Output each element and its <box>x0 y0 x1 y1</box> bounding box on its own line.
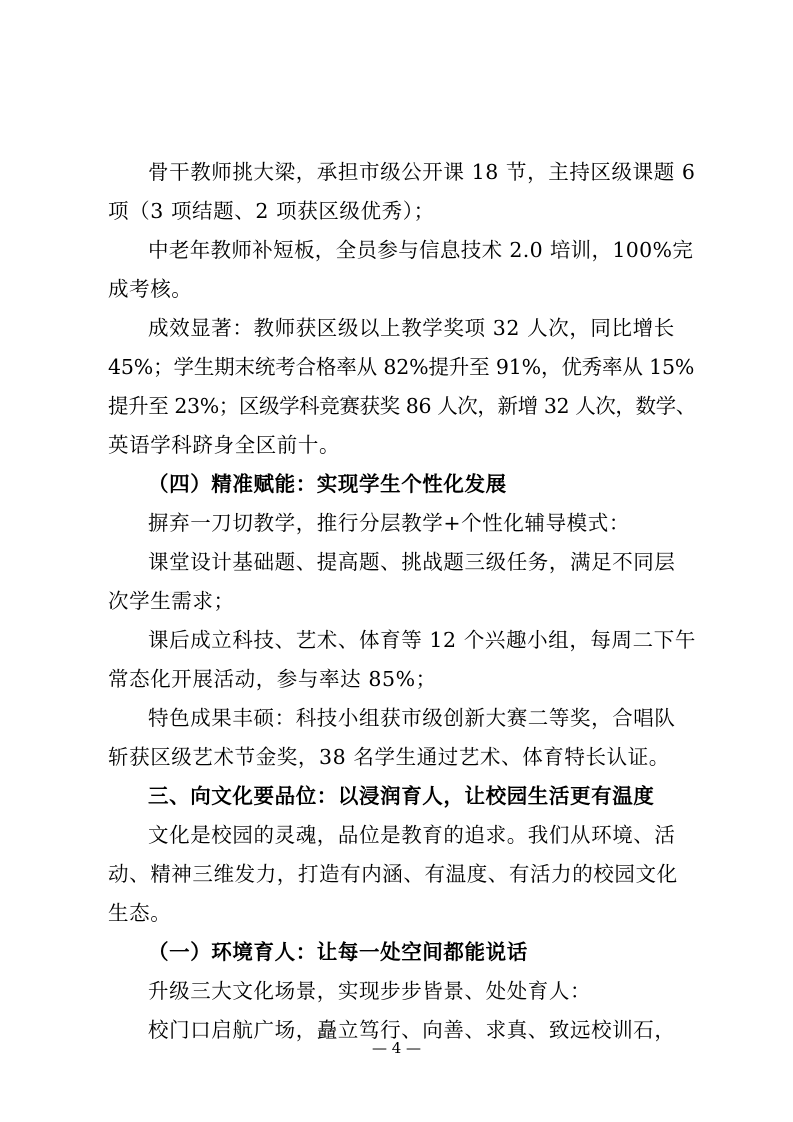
body-line-15: 特色成果丰硕：科技小组获市级创新大赛二等奖，合唱队 <box>148 706 676 730</box>
body-line-10: 摒弃一刀切教学，推行分层教学+个性化辅导模式： <box>148 511 630 535</box>
section-heading-1: （一）环境育人：让每一处空间都能说话 <box>148 940 528 964</box>
section-heading-4: （四）精准赋能：实现学生个性化发展 <box>148 472 507 496</box>
chapter-heading-3: 三、向文化要品位：以浸润育人，让校园生活更有温度 <box>148 784 655 808</box>
body-line-11: 课堂设计基础题、提高题、挑战题三级任务，满足不同层 <box>148 550 676 574</box>
body-line-23: 校门口启航广场，矗立笃行、向善、求真、致远校训石， <box>148 1018 676 1042</box>
body-line-5: 成效显著：教师获区级以上教学奖项 32 人次，同比增长 <box>148 316 675 340</box>
body-line-18: 文化是校园的灵魂，品位是教育的追求。我们从环境、活 <box>148 823 676 847</box>
body-line-12: 次学生需求； <box>108 589 235 613</box>
body-line-8: 英语学科跻身全区前十。 <box>108 433 341 457</box>
body-line-19: 动、精神三维发力，打造有内涵、有温度、有活力的校园文化 <box>108 862 678 886</box>
body-line-16: 斩获区级艺术节金奖，38 名学生通过艺术、体育特长认证。 <box>108 745 670 769</box>
page-number: — 4 — <box>371 1039 422 1057</box>
body-line-2: 项（3 项结题、2 项获区级优秀）； <box>108 199 435 223</box>
body-line-6: 45%；学生期末统考合格率从 82%提升至 91%，优秀率从 15% <box>108 355 695 379</box>
body-line-14: 常态化开展活动，参与率达 85%； <box>108 667 437 691</box>
body-line-4: 成考核。 <box>108 277 193 301</box>
body-line-1: 骨干教师挑大梁，承担市级公开课 18 节，主持区级课题 6 <box>148 160 696 184</box>
body-line-7: 提升至 23%；区级学科竞赛获奖 86 人次，新增 32 人次，数学、 <box>108 394 696 418</box>
body-line-20: 生态。 <box>108 901 172 925</box>
body-line-13: 课后成立科技、艺术、体育等 12 个兴趣小组，每周二下午 <box>148 628 696 652</box>
body-line-22: 升级三大文化场景，实现步步皆景、处处育人： <box>148 979 592 1003</box>
body-line-3: 中老年教师补短板，全员参与信息技术 2.0 培训，100%完 <box>148 238 694 262</box>
